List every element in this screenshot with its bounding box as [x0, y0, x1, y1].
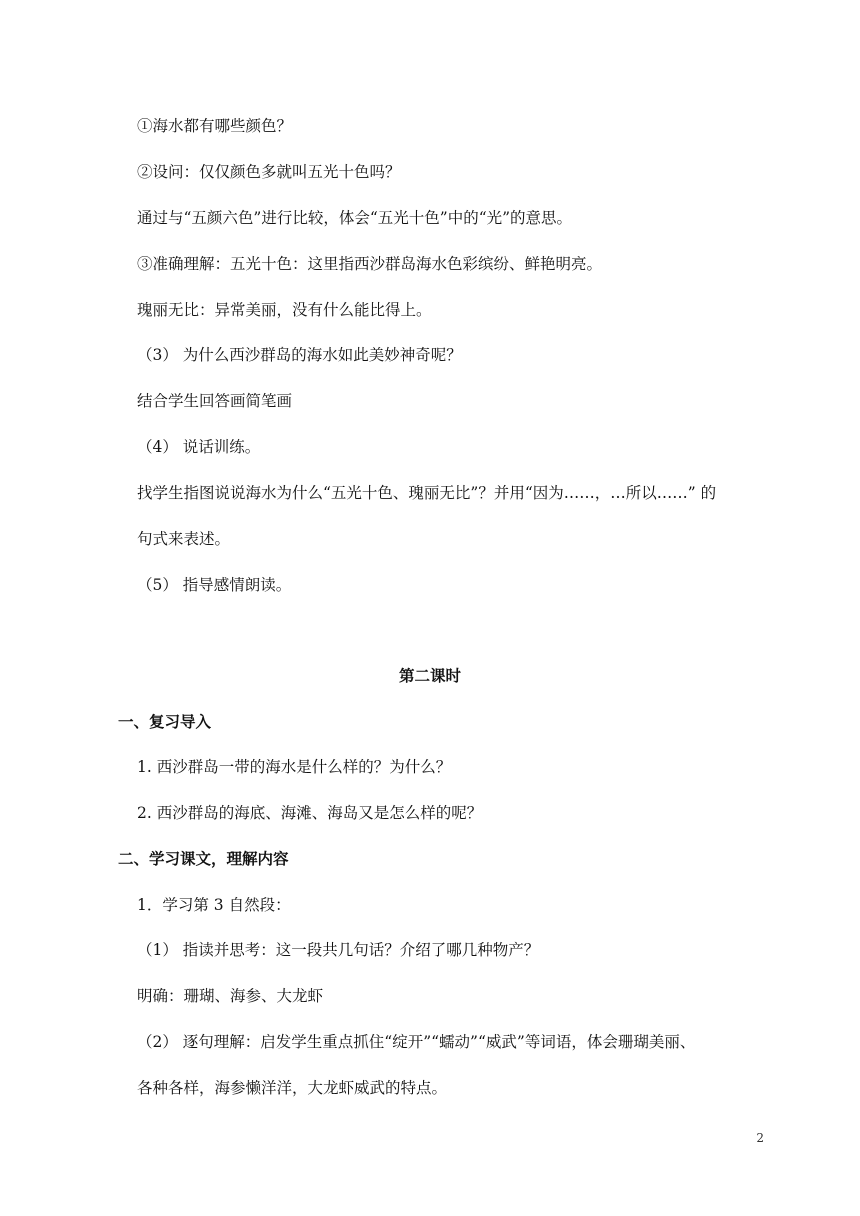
text-line: 明确：珊瑚、海参、大龙虾 — [137, 987, 324, 1005]
text-line: 结合学生回答画简笔画 — [137, 392, 293, 410]
list-item: 1. 西沙群岛一带的海水是什么样的？为什么？ — [137, 758, 452, 776]
text-line: （5） 指导感情朗读。 — [137, 576, 292, 594]
text-line: ①海水都有哪些颜色？ — [137, 117, 293, 135]
text-line: ③准确理解：五光十色：这里指西沙群岛海水色彩缤纷、鲜艳明亮。 — [137, 255, 603, 273]
text-line: 各种各样，海参懒洋洋，大龙虾威武的特点。 — [137, 1079, 448, 1097]
text-line: 找学生指图说说海水为什么“五光十色、瑰丽无比”？并用“因为……，…所以……” 的 — [137, 484, 717, 502]
page-number: 2 — [756, 1131, 764, 1145]
text-line: （2） 逐句理解：启发学生重点抓住“绽开”“蠕动”“威武”等词语，体会珊瑚美丽、 — [137, 1033, 696, 1051]
text-line: 瑰丽无比：异常美丽，没有什么能比得上。 — [137, 301, 432, 319]
section-heading: 一、复习导入 — [118, 713, 212, 731]
section-heading: 二、学习课文，理解内容 — [118, 850, 289, 868]
text-line: ②设问：仅仅颜色多就叫五光十色吗？ — [137, 163, 401, 181]
text-line: （1） 指读并思考：这一段共几句话？介绍了哪几种物产？ — [137, 941, 540, 959]
text-line: 1．学习第 3 自然段： — [137, 896, 291, 914]
text-line: 通过与“五颜六色”进行比较，体会“五光十色”中的“光”的意思。 — [137, 209, 573, 227]
lesson-title: 第二课时 — [398, 667, 461, 685]
text-line: 句式来表述。 — [137, 530, 231, 548]
list-item: 2. 西沙群岛的海底、海滩、海岛又是怎么样的呢？ — [137, 804, 483, 822]
text-line: （4） 说话训练。 — [137, 438, 261, 456]
text-line: （3） 为什么西沙群岛的海水如此美妙神奇呢？ — [137, 346, 462, 364]
